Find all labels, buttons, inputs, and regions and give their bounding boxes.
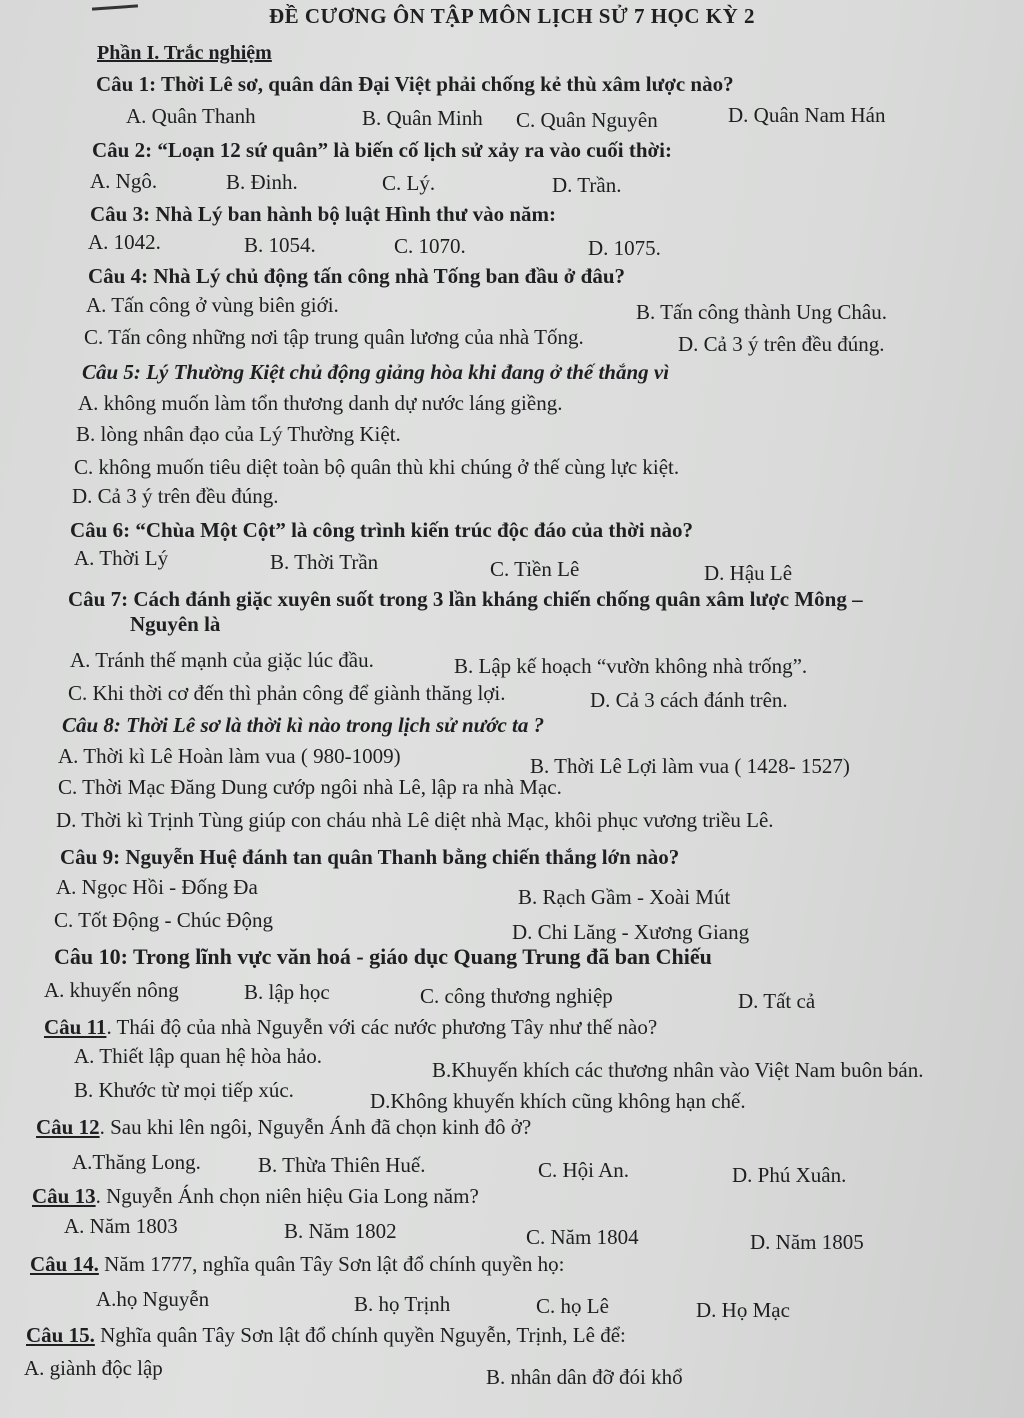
question-14-label: Câu 14.: [30, 1252, 99, 1276]
q12-option-b: B. Thừa Thiên Huế.: [258, 1153, 426, 1177]
q3-option-b: B. 1054.: [244, 233, 316, 257]
q7-option-b: B. Lập kế hoạch “vườn không nhà trống”.: [454, 654, 808, 678]
q14-option-a: A.họ Nguyễn: [96, 1287, 210, 1311]
question-7: Câu 7: Cách đánh giặc xuyên suốt trong 3 lần kháng chiến chống quân xâm lược Mông –: [68, 587, 863, 611]
q3-option-d: D. 1075.: [588, 236, 661, 260]
q10-option-d: D. Tất cả: [738, 989, 816, 1013]
q13-option-b: B. Năm 1802: [284, 1219, 397, 1243]
q10-option-c: C. công thương nghiệp: [420, 984, 613, 1008]
q1-option-a: A. Quân Thanh: [126, 104, 256, 128]
q5-option-a: A. không muốn làm tổn thương danh dự nước láng giềng.: [78, 391, 563, 415]
question-7-cont: Nguyên là: [130, 612, 221, 636]
q12-option-a: A.Thăng Long.: [72, 1150, 201, 1174]
q14-option-c: C. họ Lê: [536, 1294, 609, 1318]
question-13: [32, 1184, 479, 1209]
q11-option-c: B. Khước từ mọi tiếp xúc.: [74, 1078, 294, 1102]
section-heading: Phần I. Trắc nghiệm: [97, 42, 272, 64]
q10-option-a: A. khuyến nông: [44, 978, 179, 1002]
q12-option-c: C. Hội An.: [538, 1158, 630, 1182]
q5-option-b: B. lòng nhân đạo của Lý Thường Kiệt.: [76, 422, 401, 446]
q9-option-d: D. Chi Lăng - Xương Giang: [512, 920, 750, 944]
question-13-label: Câu 13: [32, 1184, 96, 1208]
q9-option-c: C. Tốt Động - Chúc Động: [54, 908, 273, 932]
q13-option-d: D. Năm 1805: [750, 1230, 864, 1254]
page-title: ĐỀ CƯƠNG ÔN TẬP MÔN LỊCH SỬ 7 HỌC KỲ 2: [268, 4, 756, 28]
q8-option-b: B. Thời Lê Lợi làm vua ( 1428- 1527): [530, 754, 850, 778]
question-15: [26, 1323, 626, 1348]
question-15-text: Nghĩa quân Tây Sơn lật đổ chính quyền Nguyễn, Trịnh, Lê để:: [94, 1323, 626, 1347]
q12-option-d: D. Phú Xuân.: [732, 1163, 847, 1187]
q3-option-a: A. 1042.: [88, 230, 161, 254]
question-2: Câu 2: “Loạn 12 sứ quân” là biến cố lịch sử xảy ra vào cuối thời:: [92, 138, 672, 162]
q4-option-b: B. Tấn công thành Ung Châu.: [636, 300, 887, 324]
q6-option-c: C. Tiền Lê: [490, 557, 580, 581]
q7-option-c: C. Khi thời cơ đến thì phản công để giành thăng lợi.: [68, 681, 506, 705]
q4-option-a: A. Tấn công ở vùng biên giới.: [86, 293, 339, 317]
question-4: Câu 4: Nhà Lý chủ động tấn công nhà Tống ban đầu ở đâu?: [88, 264, 626, 288]
q15-option-b: B. nhân dân đỡ đói khổ: [486, 1365, 683, 1389]
q7-option-d: D. Cả 3 cách đánh trên.: [590, 688, 788, 712]
question-12-text: . Sau khi lên ngôi, Nguyễn Ánh đã chọn kinh đô ở?: [99, 1115, 532, 1139]
q4-option-d: D. Cả 3 ý trên đều đúng.: [678, 332, 885, 356]
question-6: Câu 6: “Chùa Một Cột” là công trình kiến trúc độc đáo của thời nào?: [70, 518, 693, 542]
q2-option-b: B. Đinh.: [226, 170, 298, 194]
q14-option-b: B. họ Trịnh: [354, 1292, 451, 1316]
q13-option-a: A. Năm 1803: [64, 1214, 178, 1238]
question-8: Câu 8: Thời Lê sơ là thời kì nào trong lịch sử nước ta ?: [62, 713, 545, 737]
q1-option-c: C. Quân Nguyên: [516, 108, 658, 132]
question-11: [44, 1015, 657, 1040]
question-12: [36, 1115, 531, 1140]
question-10: Câu 10: Trong lĩnh vực văn hoá - giáo dục Quang Trung đã ban Chiếu: [54, 944, 712, 969]
question-13-text: . Nguyễn Ánh chọn niên hiệu Gia Long năm?: [95, 1184, 479, 1208]
q7-option-a: A. Tránh thế mạnh của giặc lúc đầu.: [70, 648, 374, 672]
q1-option-d: D. Quân Nam Hán: [728, 103, 886, 127]
question-11-label: Câu 11: [44, 1015, 107, 1039]
q8-option-a: A. Thời kì Lê Hoàn làm vua ( 980-1009): [58, 744, 401, 768]
q13-option-c: C. Năm 1804: [526, 1225, 639, 1249]
question-9: Câu 9: Nguyễn Huệ đánh tan quân Thanh bằng chiến thắng lớn nào?: [60, 845, 680, 869]
q11-option-a: A. Thiết lập quan hệ hòa hảo.: [74, 1044, 323, 1068]
q4-option-c: C. Tấn công những nơi tập trung quân lương của nhà Tống.: [84, 325, 584, 349]
question-5: Câu 5: Lý Thường Kiệt chủ động giảng hòa khi đang ở thế thắng vì: [82, 360, 670, 384]
q9-option-b: B. Rạch Gầm - Xoài Mút: [518, 885, 731, 909]
q10-option-b: B. lập học: [244, 980, 330, 1004]
question-14: [30, 1252, 565, 1277]
q8-option-c: C. Thời Mạc Đăng Dung cướp ngôi nhà Lê, lập ra nhà Mạc.: [58, 775, 562, 799]
q5-option-d: D. Cả 3 ý trên đều đúng.: [72, 484, 279, 508]
q15-option-a: A. giành độc lập: [24, 1356, 163, 1380]
q6-option-b: B. Thời Trần: [270, 550, 379, 574]
question-11-text: . Thái độ của nhà Nguyễn với các nước phương Tây như thế nào?: [106, 1015, 658, 1039]
q11-option-d: D.Không khuyến khích cũng không hạn chế.: [370, 1089, 746, 1113]
q2-option-a: A. Ngô.: [90, 169, 158, 193]
question-3: Câu 3: Nhà Lý ban hành bộ luật Hình thư vào năm:: [90, 202, 556, 226]
q6-option-a: A. Thời Lý: [74, 546, 169, 570]
question-14-text: Năm 1777, nghĩa quân Tây Sơn lật đổ chính quyền họ:: [98, 1252, 565, 1276]
q11-option-b: B.Khuyến khích các thương nhân vào Việt Nam buôn bán.: [432, 1058, 924, 1082]
q1-option-b: B. Quân Minh: [362, 106, 483, 130]
q2-option-c: C. Lý.: [382, 171, 436, 195]
q3-option-c: C. 1070.: [394, 234, 466, 258]
q5-option-c: C. không muốn tiêu diệt toàn bộ quân thù khi chúng ở thế cùng lực kiệt.: [74, 455, 680, 479]
question-15-label: Câu 15.: [26, 1323, 95, 1347]
q14-option-d: D. Họ Mạc: [696, 1298, 790, 1322]
q9-option-a: A. Ngọc Hồi - Đống Đa: [56, 875, 258, 899]
q6-option-d: D. Hậu Lê: [704, 561, 793, 585]
q2-option-d: D. Trần.: [552, 173, 622, 197]
question-12-label: Câu 12: [36, 1115, 100, 1139]
question-1: Câu 1: Thời Lê sơ, quân dân Đại Việt phải chống kẻ thù xâm lược nào?: [96, 72, 734, 96]
q8-option-d: D. Thời kì Trịnh Tùng giúp con cháu nhà Lê diệt nhà Mạc, khôi phục vương triều Lê.: [56, 808, 774, 832]
